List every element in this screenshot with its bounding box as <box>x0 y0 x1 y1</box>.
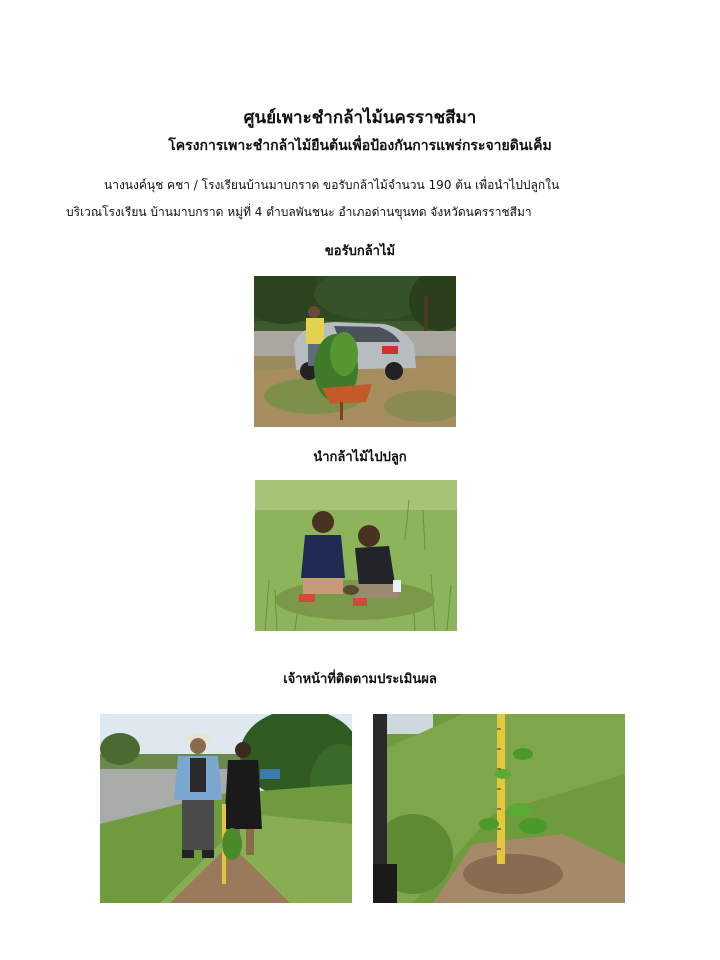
photo-seedling-measuring-pole <box>373 714 625 903</box>
photo-receiving-seedlings <box>254 276 456 427</box>
caption-receive-seedlings: ขอรับกล้าไม้ <box>324 244 396 259</box>
body-text-line-1: นางนงค์นุช คชา / โรงเรียนบ้านมาบกราด ขอรับกล้าไม้จำนวน 190 ต้น เพื่อนำไปปลูกใน <box>104 178 560 192</box>
caption-officer-evaluation: เจ้าหน้าที่ติดตามประเมินผล <box>283 672 437 687</box>
photo-children-planting <box>255 480 457 631</box>
body-text-line-2: บริเวณโรงเรียน บ้านมาบกราด หมู่ที่ 4 ตำบลพันชนะ อำเภอด่านขุนทด จังหวัดนครราชสีมา <box>66 205 532 219</box>
page-title: ศูนย์เพาะชำกล้าไม้นครราชสีมา <box>243 108 477 128</box>
photo-officers-evaluating <box>100 714 352 903</box>
caption-plant-seedlings: นำกล้าไม้ไปปลูก <box>313 450 407 465</box>
page-subtitle: โครงการเพาะชำกล้าไม้ยืนต้นเพื่อป้องกันการแพร่กระจายดินเค็ม <box>168 138 552 154</box>
